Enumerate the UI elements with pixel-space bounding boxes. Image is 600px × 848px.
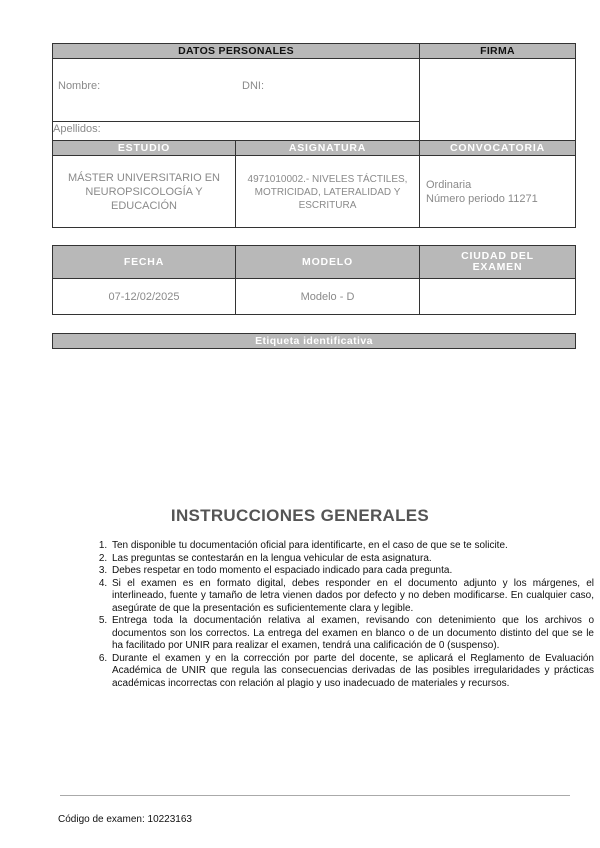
instruction-item: 2. Las preguntas se contestarán en la lengua vehicular de esta asignatura. [110, 553, 594, 566]
exam-code: Código de examen: 10223163 [58, 814, 192, 825]
personal-data-header: DATOS PERSONALES [53, 44, 419, 58]
footer-divider [60, 795, 570, 796]
ciudad-field[interactable] [419, 279, 575, 315]
instruction-item: 4. Si el examen es en formato digital, debes responder en el documento adjunto y los márgenes, el interlineado, fuente y tamaño de letra vienen dados por defecto y no deben modificarse. En cualquier caso, asegúrate de que la presentación es suficientemente clara y legible. [110, 578, 594, 616]
instruction-item: 1. Ten disponible tu documentación oficial para identificarte, en el caso de que se te solicite. [110, 540, 594, 553]
instruction-item: 5. Entrega toda la documentación relativa al examen, revisando con detenimiento que los archivos o documentos son los correctos. La entrega del examen en blanco o de un documento distinto del que se le ha facilitado por UNIR para realizar el examen, tendrá una calificación de 0 (suspenso). [110, 615, 594, 653]
convocatoria-period: Número periodo 11271 [426, 193, 538, 205]
estudio-value: MÁSTER UNIVERSITARIO EN NEUROPSICOLOGÍA Y EDUCACIÓN [68, 172, 220, 212]
instruction-item: 3. Debes respetar en todo momento el espaciado indicado para cada pregunta. [110, 565, 594, 578]
exam-table [52, 245, 576, 315]
modelo-header: MODELO [235, 246, 419, 278]
instructions-title: INSTRUCCIONES GENERALES [170, 506, 430, 525]
fecha-value: 07-12/02/2025 [108, 291, 180, 303]
fecha-header: FECHA [53, 246, 235, 278]
asignatura-value: 4971010002.- NIVELES TÁCTILES, MOTRICIDAD, LATERALIDAD Y ESCRITURA [247, 173, 408, 211]
id-label-text: Etiqueta identificativa [255, 335, 373, 347]
id-label-bar [52, 333, 576, 349]
nombre-label: Nombre: [58, 80, 101, 92]
convocatoria-type: Ordinaria [426, 179, 472, 191]
asignatura-header: ASIGNATURA [235, 141, 419, 155]
convocatoria-header: CONVOCATORIA [419, 141, 575, 155]
estudio-header: ESTUDIO [53, 141, 235, 155]
personal-data-table [52, 43, 576, 150]
instructions-list [90, 540, 594, 690]
course-table [52, 140, 576, 228]
signature-header: FIRMA [419, 44, 575, 58]
apellidos-label: Apellidos: [53, 123, 101, 135]
modelo-value: Modelo - D [300, 291, 355, 303]
nombre-field[interactable] [53, 59, 419, 121]
dni-label: DNI: [242, 80, 264, 92]
instruction-item: 6. Durante el examen y en la corrección por parte del docente, se aplicará el Reglamento de Evaluación Académica de UNIR que regula las consecuencias derivadas de las posibles irregularidades y prácticas académicas incorrectas con relación al plagio y uso inadecuado de materiales y recursos. [110, 653, 594, 691]
ciudad-header: CIUDAD DEL EXAMEN [419, 246, 575, 278]
signature-field[interactable] [419, 59, 575, 150]
